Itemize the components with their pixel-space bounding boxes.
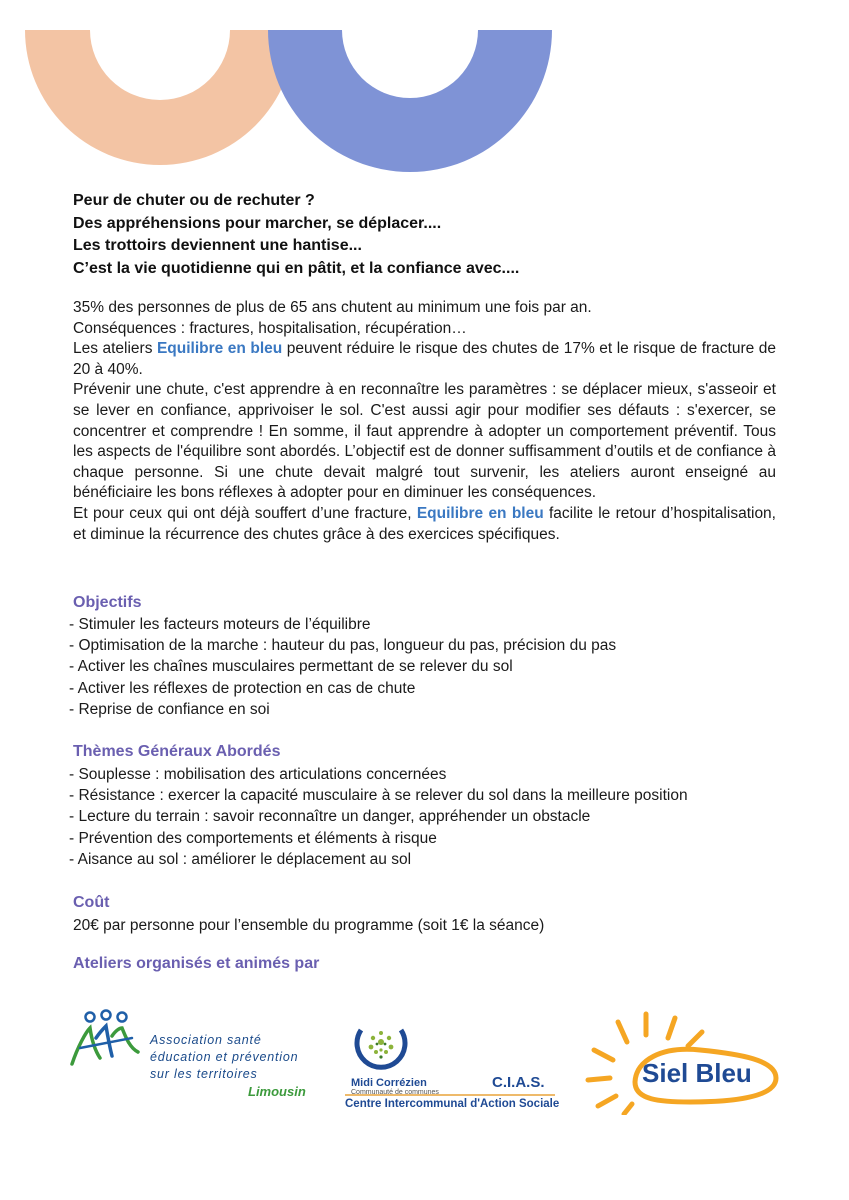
asep-region: Limousin [248, 1084, 306, 1099]
asep-line: sur les territoires [150, 1067, 258, 1081]
list-item: - Optimisation de la marche : hauteur du pas, longueur du pas, précision du pas [69, 637, 617, 655]
intro-line: Peur de chuter ou de rechuter ? [73, 192, 315, 209]
cias-name: Midi Corrézien [351, 1077, 427, 1089]
cias-sub: Communauté de communes [351, 1089, 439, 1096]
text-fragment: Et pour ceux qui ont déjà souffert d’une fracture, [73, 504, 417, 522]
body-text [73, 298, 776, 545]
stat-paragraph: 35% des personnes de plus de 65 ans chutent au minimum une fois par an. [73, 299, 592, 316]
list-item: - Résistance : exercer la capacité musculaire à se relever du sol dans la meilleure position [69, 787, 688, 805]
brand-name: Equilibre en bleu [156, 340, 283, 358]
peach-arc [25, 30, 295, 165]
consequences-paragraph: Conséquences : fractures, hospitalisation, récupération… [73, 319, 467, 337]
list-item: - Stimuler les facteurs moteurs de l’équilibre [69, 616, 371, 633]
cost-title: Coût [73, 894, 110, 911]
cias-acronym: C.I.A.S. [492, 1074, 545, 1091]
cias-emblem-icon [353, 1020, 409, 1076]
themes-list [69, 764, 688, 870]
fracture-paragraph [73, 504, 776, 545]
reduction-paragraph [73, 339, 776, 380]
list-item: - Lecture du terrain : savoir reconnaître un danger, appréhender un obstacle [69, 808, 591, 826]
asep-line: éducation et prévention [150, 1050, 299, 1064]
intro-line: Des appréhensions pour marcher, se déplacer.... [73, 214, 442, 232]
list-item: - Prévention des comportements et éléments à risque [69, 829, 437, 847]
text-fragment: peuvent réduire le risque des chutes de 17% et le risque de fracture de 20 à 40%. [73, 340, 776, 378]
brand-name: Equilibre en bleu [416, 504, 544, 522]
list-item: - Activer les réflexes de protection en cas de chute [69, 679, 416, 697]
objectifs-list [69, 614, 616, 720]
asep-name [150, 1032, 298, 1083]
asep-figures-icon [66, 1008, 146, 1072]
siel-bleu-name: Siel Bleu [642, 1058, 752, 1088]
organizers-title: Ateliers organisés et animés par [73, 955, 320, 972]
list-item: - Aisance au sol : améliorer le déplacement au sol [69, 850, 412, 868]
objectifs-title: Objectifs [73, 594, 142, 611]
cias-full-name: Centre Intercommunal d'Action Sociale [345, 1098, 560, 1110]
intro-line: C’est la vie quotidienne qui en pâtit, et la confiance avec.... [73, 259, 520, 277]
intro-block [73, 190, 793, 280]
list-item: - Reprise de confiance en soi [69, 700, 270, 718]
cost-text: 20€ par personne pour l’ensemble du programme (soit 1€ la séance) [73, 917, 545, 934]
list-item: - Souplesse : mobilisation des articulations concernées [69, 766, 447, 783]
prevention-paragraph: Prévenir une chute, c'est apprendre à en reconnaître les paramètres : se déplacer mieux, s'asseoir et se lever en confiance, apprivoiser le sol. C'est aussi agir pour modifier ses défauts : s'exercer, se concentrer et comprendre ! En somme, il faut apprendre à adopter un comportement préventif. Tous les aspects de l'équilibre sont abordés. L’objectif est de donner suffisamment d’outils et de confiance à chaque personne. Si une chute devait malgré tout survenir, les ateliers auront enseigné au bénéficiaire les bons réflexes à adopter pour en diminuer les conséquences. [73, 381, 776, 502]
list-item: - Activer les chaînes musculaires permettant de se relever du sol [69, 658, 513, 676]
header-arcs [0, 0, 849, 180]
blue-arc [268, 30, 552, 172]
text-fragment: Les ateliers [73, 340, 157, 358]
asep-line: Association santé [150, 1033, 262, 1047]
themes-title: Thèmes Généraux Abordés [73, 743, 281, 760]
text-fragment: facilite le retour d’hospitalisation, et diminue la récurrence des chutes grâce à des exercices spécifiques. [73, 504, 776, 543]
intro-line: Les trottoirs deviennent une hantise... [73, 237, 362, 254]
